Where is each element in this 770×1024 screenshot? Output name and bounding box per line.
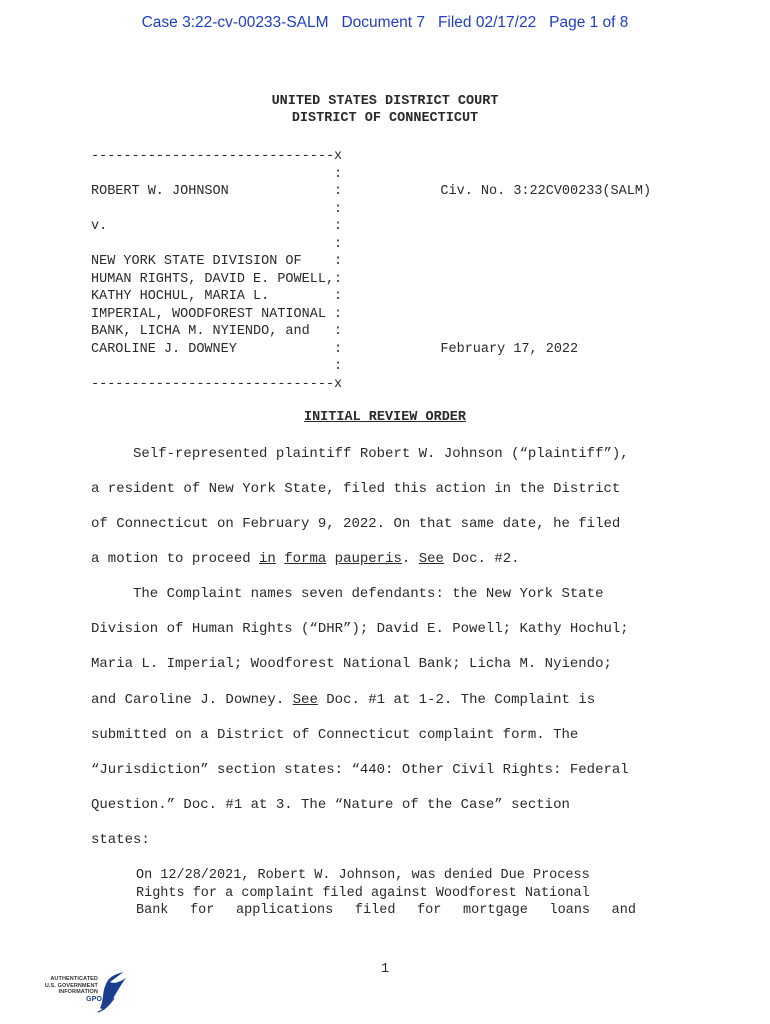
body-line: Division of Human Rights (“DHR”); David E. Powell; Kathy Hochul; (91, 621, 629, 637)
caption-defendants: NEW YORK STATE DIVISION OF : (91, 254, 343, 269)
page-number: 1 (380, 962, 390, 977)
seal-text: INFORMATION (58, 989, 98, 995)
body-line: Maria L. Imperial; Woodforest National Bank; Licha M. Nyiendo; (91, 656, 612, 672)
body-line (91, 691, 691, 709)
caption-defendants: HUMAN RIGHTS, DAVID E. POWELL,: (91, 271, 343, 287)
text (276, 551, 284, 567)
citation-signal: See (292, 692, 318, 708)
case-header-stamp: Case 3:22-cv-00233-SALM Document 7 Filed 02/17/22 Page 1 of 8 (141, 14, 629, 31)
text: . (401, 551, 419, 567)
civil-number: Civ. No. 3:22CV00233(SALM) (408, 184, 652, 199)
text: a motion to proceed (91, 551, 260, 567)
quote-line: On 12/28/2021, Robert W. Johnson, was denied Due Process (136, 868, 590, 883)
seal-text: U.S. GOVERNMENT (44, 982, 98, 989)
order-date: February 17, 2022 (408, 341, 579, 357)
caption-versus: v. : (91, 219, 343, 234)
text (326, 551, 334, 567)
caption-defendants: KATHY HOCHUL, MARIA L. : (91, 289, 343, 304)
caption-line: ------------------------------x (91, 149, 343, 164)
caption-line: : (91, 166, 343, 182)
caption-line: : (91, 201, 343, 217)
seal-text: AUTHENTICATED (50, 976, 98, 982)
body-line: of Connecticut on February 9, 2022. On that same date, he filed (91, 516, 621, 532)
court-district: DISTRICT OF CONNECTICUT (291, 111, 479, 126)
caption-defendants: BANK, LICHA M. NYIENDO, and : (91, 324, 343, 339)
body-line: “Jurisdiction” section states: “440: Other Civil Rights: Federal (91, 762, 629, 778)
text: Doc. #1 at 1-2. The Complaint is (317, 692, 596, 708)
citation-signal: See (418, 551, 444, 567)
caption-line: : (91, 359, 343, 374)
caption-line: : (91, 236, 343, 252)
italic-term: forma (284, 551, 327, 567)
caption-plaintiff: ROBERT W. JOHNSON : (91, 184, 343, 199)
order-title: INITIAL REVIEW ORDER (303, 410, 467, 425)
body-line: a resident of New York State, filed this action in the District (91, 481, 621, 497)
eagle-icon (44, 970, 130, 1016)
block-quote (136, 867, 636, 920)
body-line (91, 550, 691, 568)
text: and Caroline J. Downey. (91, 692, 293, 708)
quote-line: Rights for a complaint filed against Woodforest National (136, 885, 590, 901)
italic-term: in (259, 551, 276, 567)
body-line: The Complaint names seven defendants: the New York State (91, 586, 604, 602)
caption-defendants: CAROLINE J. DOWNEY : (91, 341, 343, 357)
text: Doc. #2. (443, 551, 520, 567)
body-line: states: (91, 832, 150, 848)
body-line: Self-represented plaintiff Robert W. Johnson (“plaintiff”), (91, 446, 629, 462)
quote-line: Bank for applications filed for mortgage loans and (136, 903, 636, 918)
body-line: submitted on a District of Connecticut complaint form. The (91, 727, 579, 743)
body-line: Question.” Doc. #1 at 3. The “Nature of the Case” section (91, 797, 570, 813)
seal-gpo-text: GPO (86, 996, 102, 1003)
court-name: UNITED STATES DISTRICT COURT (271, 94, 499, 109)
caption-line: ------------------------------x (91, 376, 343, 392)
caption-defendants: IMPERIAL, WOODFOREST NATIONAL : (91, 306, 343, 322)
gpo-authentication-seal (44, 970, 130, 1016)
italic-term: pauperis (334, 551, 402, 567)
